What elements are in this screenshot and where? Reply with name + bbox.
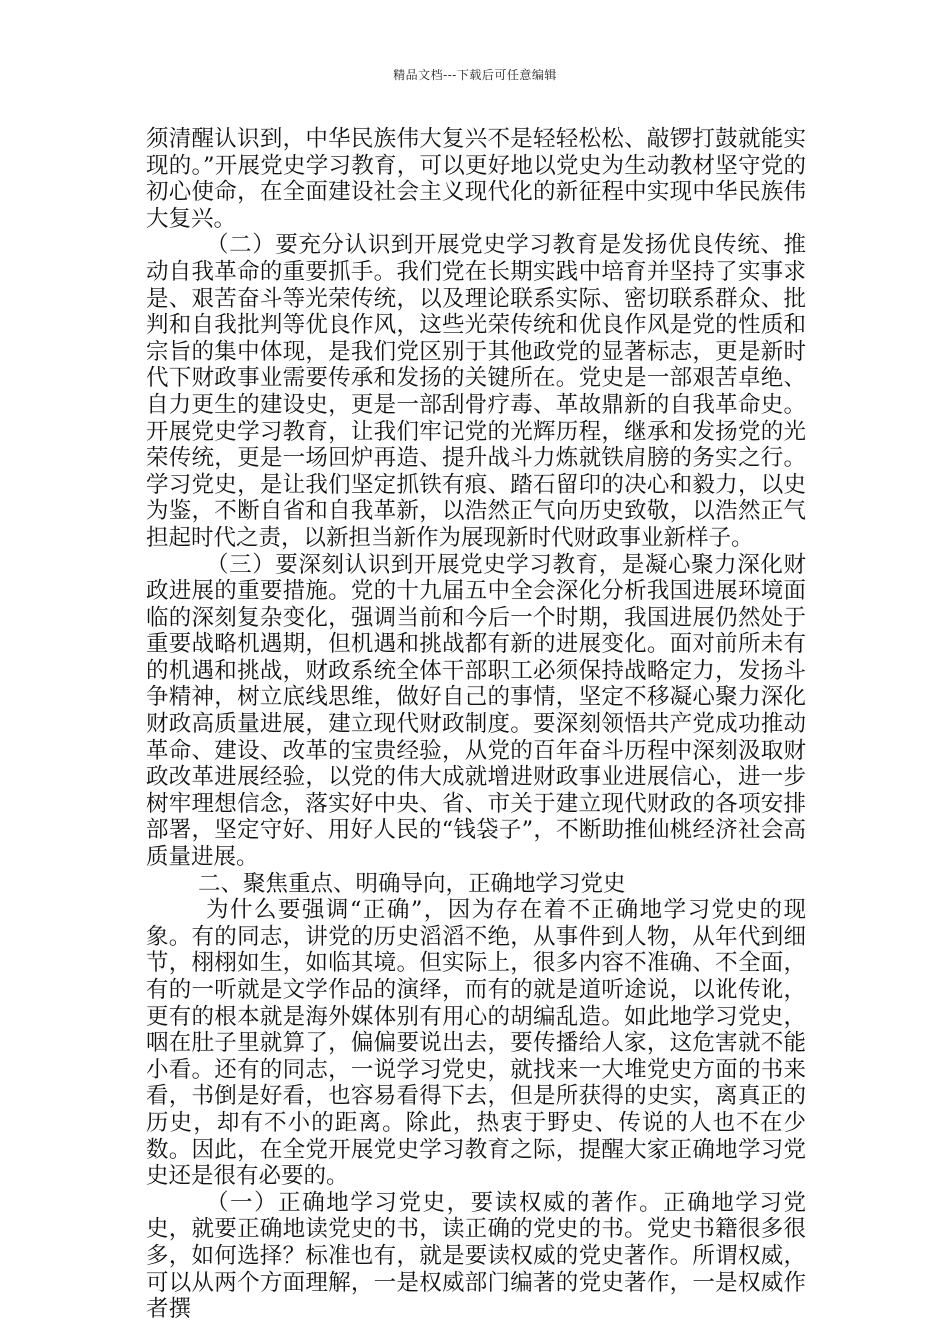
paragraph-5: （一）正确地学习党史，要读权威的著作。正确地学习党史，就要正确地读党史的书，读正确的党史的书。党史书籍很多很多，如何选择？标准也有，就是要读权威的党史著作。所谓权威，可以从两个方面理解，一是权威部门编著的党史著作，一是权威作者撰: [146, 1189, 806, 1323]
paragraph-3: （三）要深刻认识到开展党史学习教育，是凝心聚力深化财政进展的重要措施。党的十九届五中全会深化分析我国进展环境面临的深刻复杂变化，强调当前和今后一个时期，我国进展仍然处于重要战略机遇期，但机遇和挑战都有新的进展变化。面对前所未有的机遇和挑战，财政系统全体干部职工必须保持战略定力，发扬斗争精神，树立底线思维，做好自己的事情，坚定不移凝心聚力深化财政高质量进展，建立现代财政制度。要深刻领悟共产党成功推动革命、建设、改革的宝贵经验，从党的百年奋斗历程中深刻汲取财政改革进展经验，以党的伟大成就增进财政事业进展信心，进一步树牢理想信念，落实好中央、省、市关于建立现代财政的各项安排部署，坚定守好、用好人民的“钱袋子”，不断助推仙桃经济社会高质量进展。: [146, 551, 806, 871]
section-heading: 二、聚焦重点、明确导向，正确地学习党史: [198, 870, 626, 897]
document-body: [146, 126, 806, 1323]
paragraph-1: 须清醒认识到，中华民族伟大复兴不是轻轻松松、敲锣打鼓就能实现的。”开展党史学习教育，可以更好地以党史为生动教材坚守党的初心使命，在全面建设社会主义现代化的新征程中实现中华民族伟大复兴。: [146, 126, 806, 232]
page-header: 精品文档---下载后可任意编辑: [393, 68, 557, 82]
paragraph-2: （二）要充分认识到开展党史学习教育是发扬优良传统、推动自我革命的重要抓手。我们党在长期实践中培育并坚持了实事求是、艰苦奋斗等光荣传统，以及理论联系实际、密切联系群众、批判和自我批判等优良作风，这些光荣传统和优良作风是党的性质和宗旨的集中体现，是我们党区别于其他政党的显著标志，更是新时代下财政事业需要传承和发扬的关键所在。党史是一部艰苦卓绝、自力更生的建设史，更是一部刮骨疗毒、革故鼎新的自我革命史。开展党史学习教育，让我们牢记党的光辉历程，继承和发扬党的光荣传统，更是一场回炉再造、提升战斗力炼就铁肩膀的务实之行。学习党史，是让我们坚定抓铁有痕、踏石留印的决心和毅力，以史为鉴，不断自省和自我革新，以浩然正气向历史致敬，以浩然正气担起时代之责，以新担当新作为展现新时代财政事业新样子。: [146, 232, 806, 551]
paragraph-4: 为什么要强调“正确”，因为存在着不正确地学习党史的现象。有的同志，讲党的历史滔滔不绝，从事件到人物，从年代到细节，栩栩如生，如临其境。但实际上，很多内容不准确、不全面，有的一听就是文学作品的演绎，而有的就是道听途说，以讹传讹，更有的根本就是海外媒体别有用心的胡编乱造。如此地学习党史，咽在肚子里就算了，偏偏要说出去，要传播给人家，这危害就不能小看。还有的同志，一说学习党史，就找来一大堆党史方面的书来看，书倒是好看，也容易看得下去，但是所获得的史实，离真正的历史，却有不小的距离。除此，热衷于野史、传说的人也不在少数。因此，在全党开展党史学习教育之际，提醒大家正确地学习党史还是很有必要的。: [146, 897, 806, 1190]
